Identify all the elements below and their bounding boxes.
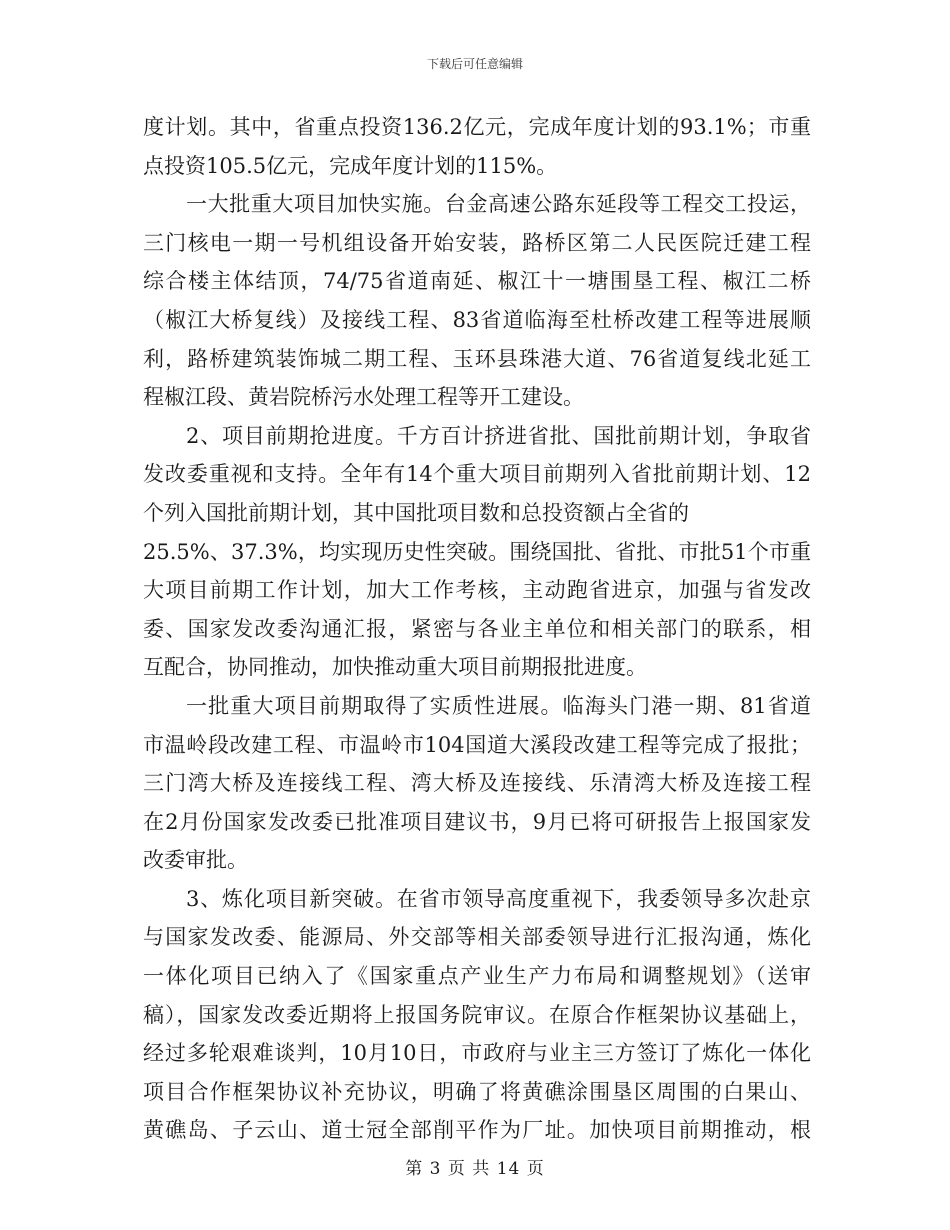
text-line: 一批重大项目前期取得了实质性进展。临海头门港一期、81省道 [186,693,811,718]
text-line: 利，路桥建筑装饰城二期工程、玉环县珠港大道、76省道复线北延工 [143,346,811,371]
paragraph [143,417,811,687]
text-line: 互配合，协同推动，加快推动重大项目前期报批进度。 [143,655,647,680]
text-line: 综合楼主体结顶，74/75省道南延、椒江十一塘围垦工程、椒江二桥 [143,269,811,294]
paragraph [143,108,811,185]
page-number-footer: 第 3 页 共 14 页 [405,1159,545,1179]
text-line: 3、炼化项目新突破。在省市领导高度重视下，我委领导多次赴京 [186,886,811,911]
text-line: 一体化项目已纳入了《国家重点产业生产力布局和调整规划》（送审 [143,964,811,989]
text-line: 与国家发改委、能源局、外交部等相关部委领导进行汇报沟通，炼化 [143,925,811,950]
document-body [143,108,811,1150]
text-line: 程椒江段、黄岩院桥污水处理工程等开工建设。 [143,385,584,410]
paragraph [143,880,811,1150]
text-line: 黄礁岛、子云山、道士冠全部削平作为厂址。加快项目前期推动，根 [143,1118,811,1143]
text-line: 稿），国家发改委近期将上报国务院审议。在原合作框架协议基础上， [143,1002,811,1027]
paragraph [143,687,811,880]
page-header: 下载后可任意编辑 [426,57,523,71]
text-line: 项目合作框架协议补充协议，明确了将黄礁涂围垦区周围的白果山、 [143,1079,811,1104]
text-line: 度计划。其中，省重点投资136.2亿元，完成年度计划的93.1%；市重 [143,115,811,139]
text-line: （椒江大桥复线）及接线工程、83省道临海至杜桥改建工程等进展顺 [143,307,811,332]
text-line: 大项目前期工作计划，加大工作考核，主动跑省进京，加强与省发改 [143,578,811,603]
text-line: 三门湾大桥及连接线工程、湾大桥及连接线、乐清湾大桥及连接工程 [143,771,811,796]
text-line: 一大批重大项目加快实施。台金高速公路东延段等工程交工投运， [186,192,811,217]
text-line: 2、项目前期抢进度。千方百计挤进省批、国批前期计划，争取省 [186,423,811,448]
text-line: 个列入国批前期计划，其中国批项目数和总投资额占全省的 [143,500,689,525]
text-line: 点投资105.5亿元，完成年度计划的115%。 [143,153,558,178]
paragraph [143,185,811,417]
text-line: 在2月份国家发改委已批准项目建议书，9月已将可研报告上报国家发 [143,809,811,834]
text-line: 经过多轮艰难谈判，10月10日，市政府与业主三方签订了炼化一体化 [143,1041,811,1066]
text-line: 市温岭段改建工程、市温岭市104国道大溪段改建工程等完成了报批； [143,732,811,757]
text-line: 25.5%、37.3%，均实现历史性突破。围绕国批、省批、市批51个市重 [143,539,811,564]
text-line: 发改委重视和支持。全年有14个重大项目前期列入省批前期计划、12 [143,462,811,487]
text-line: 改委审批。 [143,848,248,873]
text-line: 三门核电一期一号机组设备开始安装，路桥区第二人民医院迁建工程 [143,230,811,255]
text-line: 委、国家发改委沟通汇报，紧密与各业主单位和相关部门的联系，相 [143,616,811,641]
